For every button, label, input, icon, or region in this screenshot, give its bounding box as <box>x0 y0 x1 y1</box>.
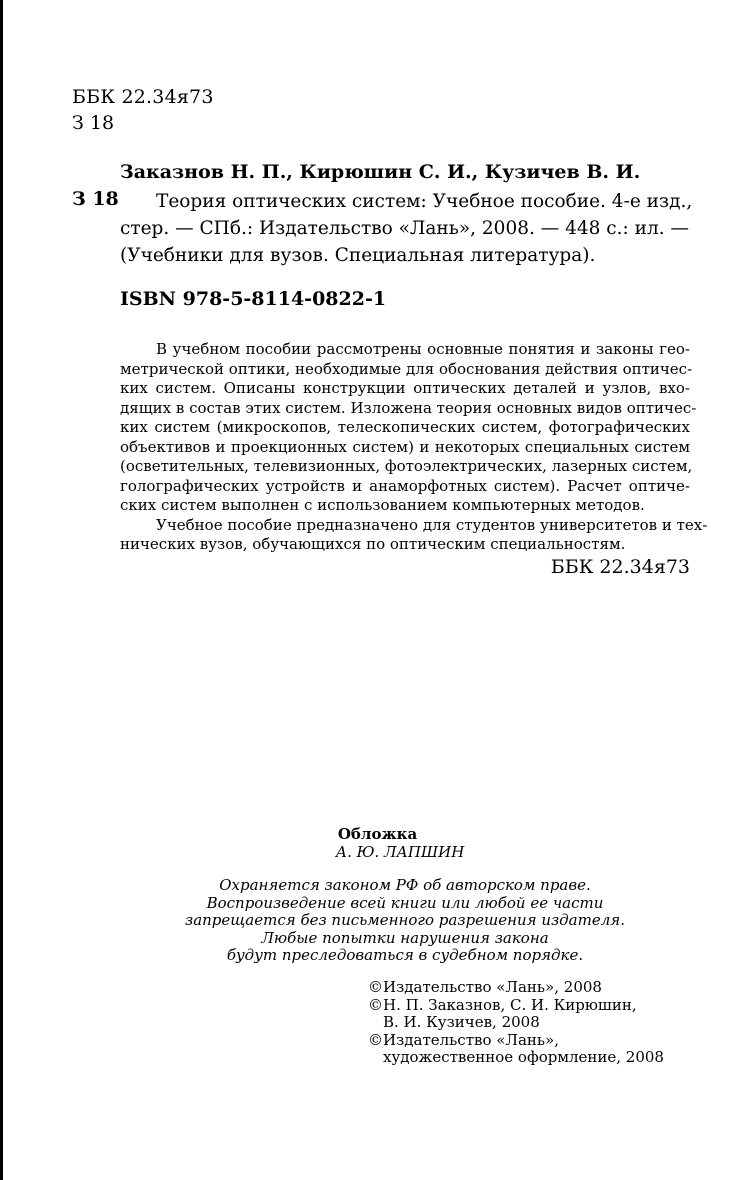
copyright-line: художественное оформление, 2008 <box>383 1048 664 1066</box>
copyright-notice <box>0 877 755 965</box>
notice-line: Охраняется законом РФ об авторском праве. <box>219 876 591 894</box>
copyright-line: ©Н. П. Заказнов, С. И. Кирюшин, <box>368 995 637 1014</box>
abstract-line: объективов и проекционных систем) и некоторых специальных систем <box>120 437 690 456</box>
author-code-mark: З 18 <box>72 188 119 210</box>
bbk-index-top: ББК 22.34я73 <box>72 86 214 108</box>
notice-line: Любые попытки нарушения закона <box>261 928 549 947</box>
abstract-line: Учебное пособие предназначено для студентов университетов и тех- <box>156 515 708 534</box>
abstract-line: нических вузов, обучающихся по оптическим специальностям. <box>120 535 626 553</box>
copyright-line: ©Издательство «Лань», 2008 <box>368 978 602 996</box>
abstract-line: дящих в состав этих систем. Изложена теория основных видов оптичес- <box>120 398 697 417</box>
cover-artist-name: А. Ю. ЛАПШИН <box>335 843 465 861</box>
authors-line: Заказнов Н. П., Кирюшин С. И., Кузичев В. И. <box>120 161 641 183</box>
bibliographic-description <box>120 188 693 269</box>
copyright-line: В. И. Кузичев, 2008 <box>383 1013 540 1031</box>
abstract-line: метрической оптики, необходимые для обоснования действия оптичес- <box>120 359 693 378</box>
abstract-line: голографических устройств и анаморфотных систем). Расчет оптиче- <box>120 476 690 495</box>
cover-credit-title: Обложка <box>337 825 418 843</box>
notice-line: Воспроизведение всей книги или любой ее части <box>206 893 604 912</box>
bib-line: Теория оптических систем: Учебное пособие. 4-е изд., <box>156 191 693 212</box>
copyright-line: ©Издательство «Лань», <box>368 1030 560 1049</box>
abstract <box>120 340 708 555</box>
bib-line: (Учебники для вузов. Специальная литература). <box>120 245 596 266</box>
abstract-line: ских систем выполнен с использованием компьютерных методов. <box>120 496 645 514</box>
isbn: ISBN 978-5-8114-0822-1 <box>120 288 387 310</box>
author-code-top: З 18 <box>72 112 115 134</box>
notice-line: запрещается без письменного разрешения издателя. <box>185 911 625 929</box>
notice-line: будут преследоваться в судебном порядке. <box>226 946 584 964</box>
abstract-line: (осветительных, телевизионных, фотоэлектрических, лазерных систем, <box>120 457 693 475</box>
bib-line: стер. — СПб.: Издательство «Лань», 2008. — 448 с.: ил. — <box>120 218 690 239</box>
copyright-holders <box>368 979 664 1067</box>
page-left-border <box>0 0 3 1180</box>
bbk-index-bottom: ББК 22.34я73 <box>550 556 690 578</box>
abstract-line: ких систем (микроскопов, телескопических систем, фотографических <box>120 418 690 436</box>
abstract-line: ких систем. Описаны конструкции оптических деталей и узлов, вхо- <box>120 379 690 397</box>
abstract-line: В учебном пособии рассмотрены основные понятия и законы гео- <box>156 340 690 358</box>
